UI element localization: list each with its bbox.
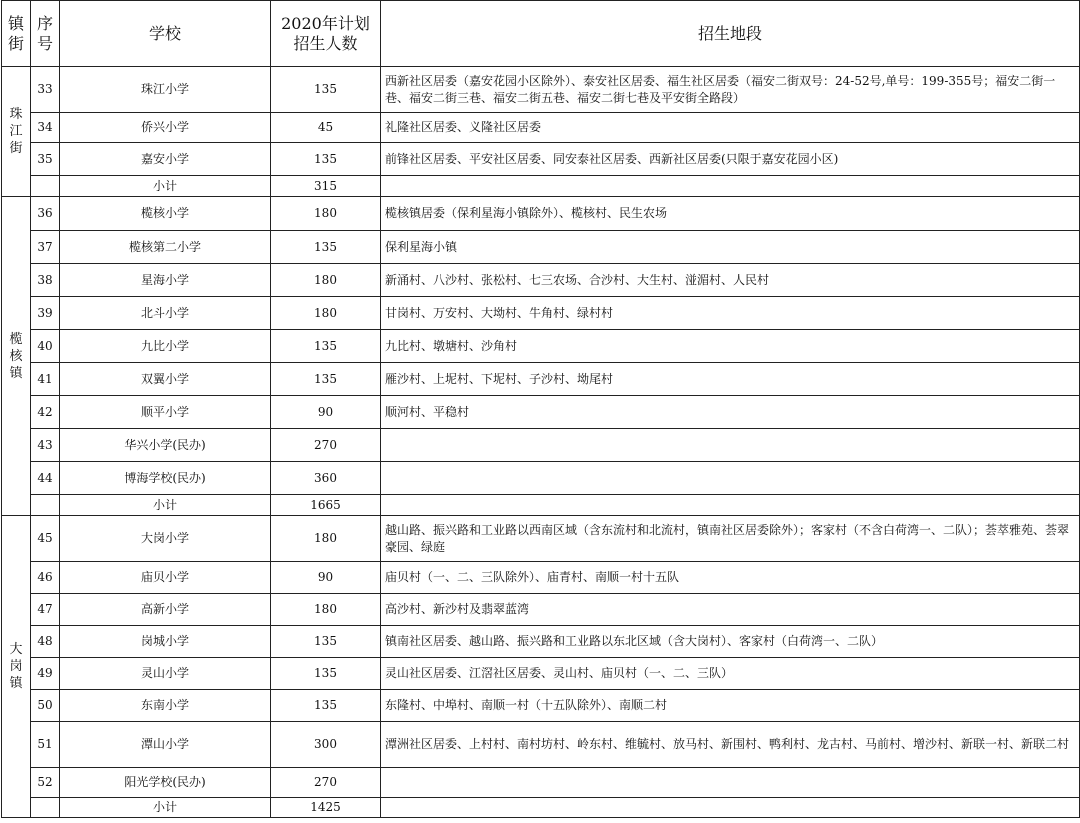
- enrollment-area: 灵山社区居委、江滘社区居委、灵山村、庙贝村（一、二、三队）: [381, 658, 1080, 690]
- plan-count: 90: [271, 396, 381, 429]
- enrollment-area: 礼隆社区居委、义隆社区居委: [381, 113, 1080, 143]
- row-number: 33: [31, 67, 60, 113]
- subtotal-area-blank: [381, 176, 1080, 197]
- enrollment-area: 九比村、墩塘村、沙角村: [381, 330, 1080, 363]
- enrollment-area: 顺河村、平稳村: [381, 396, 1080, 429]
- plan-count: 270: [271, 429, 381, 462]
- row-number: 45: [31, 516, 60, 562]
- plan-count: 135: [271, 67, 381, 113]
- subtotal-value: 315: [271, 176, 381, 197]
- subtotal-row: [2, 495, 1080, 516]
- row-number: 48: [31, 626, 60, 658]
- table-row: [2, 297, 1080, 330]
- row-number: 34: [31, 113, 60, 143]
- subtotal-value: 1425: [271, 798, 381, 818]
- school-name: 九比小学: [60, 330, 271, 363]
- subtotal-row: [2, 176, 1080, 197]
- table-row: [2, 594, 1080, 626]
- plan-count: 300: [271, 722, 381, 768]
- enrollment-area: 越山路、振兴路和工业路以西南区域（含东流村和北流村，镇南社区居委除外）；客家村（不含白荷湾一、二队）；荟萃雅苑、荟翠豪园、绿庭: [381, 516, 1080, 562]
- school-name: 榄核第二小学: [60, 231, 271, 264]
- subtotal-row: [2, 798, 1080, 818]
- town-cell: 大 岗 镇: [2, 516, 31, 818]
- subtotal-blank: [31, 495, 60, 516]
- plan-count: 270: [271, 768, 381, 798]
- enrollment-area: 前锋社区居委、平安社区居委、同安泰社区居委、西新社区居委(只限于嘉安花园小区): [381, 143, 1080, 176]
- row-number: 41: [31, 363, 60, 396]
- plan-count: 180: [271, 197, 381, 231]
- town-cell: 珠 江 街: [2, 67, 31, 197]
- school-name: 榄核小学: [60, 197, 271, 231]
- table-row: [2, 768, 1080, 798]
- row-number: 51: [31, 722, 60, 768]
- school-name: 侨兴小学: [60, 113, 271, 143]
- school-name: 岗城小学: [60, 626, 271, 658]
- row-number: 46: [31, 562, 60, 594]
- table-row: [2, 429, 1080, 462]
- table-row: [2, 231, 1080, 264]
- row-number: 36: [31, 197, 60, 231]
- plan-count: 180: [271, 594, 381, 626]
- row-number: 43: [31, 429, 60, 462]
- plan-count: 45: [271, 113, 381, 143]
- row-number: 39: [31, 297, 60, 330]
- enrollment-area-header: 招生地段: [381, 1, 1080, 67]
- school-header: 学校: [60, 1, 271, 67]
- school-name: 阳光学校(民办): [60, 768, 271, 798]
- enrollment-area: 榄核镇居委（保利星海小镇除外）、榄核村、民生农场: [381, 197, 1080, 231]
- table-row: [2, 264, 1080, 297]
- enrollment-area: [381, 768, 1080, 798]
- school-name: 博海学校(民办): [60, 462, 271, 495]
- school-name: 高新小学: [60, 594, 271, 626]
- table-row: [2, 197, 1080, 231]
- header-row: [2, 1, 1080, 67]
- plan-count: 135: [271, 626, 381, 658]
- subtotal-label: 小计: [60, 176, 271, 197]
- subtotal-value: 1665: [271, 495, 381, 516]
- table-row: [2, 330, 1080, 363]
- enrollment-area: 庙贝村（一、二、三队除外）、庙青村、南顺一村十五队: [381, 562, 1080, 594]
- school-name: 大岗小学: [60, 516, 271, 562]
- enrollment-area: 西新社区居委（嘉安花园小区除外）、泰安社区居委、福生社区居委（福安二街双号：24-52号,单号：199-355号；福安二街一巷、福安二街三巷、福安二街五巷、福安二街七巷及平安街全路段）: [381, 67, 1080, 113]
- table-row: [2, 143, 1080, 176]
- enrollment-area: 高沙村、新沙村及翡翠蓝湾: [381, 594, 1080, 626]
- enrollment-area: [381, 462, 1080, 495]
- table-row: [2, 462, 1080, 495]
- school-name: 嘉安小学: [60, 143, 271, 176]
- row-number: 49: [31, 658, 60, 690]
- row-number: 37: [31, 231, 60, 264]
- school-name: 华兴小学(民办): [60, 429, 271, 462]
- row-number: 50: [31, 690, 60, 722]
- enrollment-area: 东隆村、中埠村、南顺一村（十五队除外）、南顺二村: [381, 690, 1080, 722]
- plan-count: 135: [271, 330, 381, 363]
- row-number: 40: [31, 330, 60, 363]
- enrollment-table: [1, 0, 1080, 818]
- school-name: 北斗小学: [60, 297, 271, 330]
- table-row: [2, 626, 1080, 658]
- number-header: 序 号: [31, 1, 60, 67]
- plan-count: 135: [271, 658, 381, 690]
- plan-count-header: 2020年计划 招生人数: [271, 1, 381, 67]
- school-name: 顺平小学: [60, 396, 271, 429]
- school-name: 潭山小学: [60, 722, 271, 768]
- town-header: 镇 街: [2, 1, 31, 67]
- row-number: 38: [31, 264, 60, 297]
- school-name: 东南小学: [60, 690, 271, 722]
- table-row: [2, 722, 1080, 768]
- plan-count: 90: [271, 562, 381, 594]
- subtotal-area-blank: [381, 798, 1080, 818]
- subtotal-label: 小计: [60, 495, 271, 516]
- subtotal-blank: [31, 176, 60, 197]
- table-row: [2, 658, 1080, 690]
- school-name: 灵山小学: [60, 658, 271, 690]
- plan-count: 180: [271, 264, 381, 297]
- town-cell: 榄 核 镇: [2, 197, 31, 516]
- school-name: 双翼小学: [60, 363, 271, 396]
- plan-count: 135: [271, 690, 381, 722]
- plan-count: 135: [271, 231, 381, 264]
- enrollment-area: 雁沙村、上坭村、下坭村、子沙村、坳尾村: [381, 363, 1080, 396]
- row-number: 44: [31, 462, 60, 495]
- plan-count: 180: [271, 297, 381, 330]
- enrollment-area: 保利星海小镇: [381, 231, 1080, 264]
- row-number: 47: [31, 594, 60, 626]
- table-row: [2, 67, 1080, 113]
- subtotal-area-blank: [381, 495, 1080, 516]
- subtotal-label: 小计: [60, 798, 271, 818]
- table-row: [2, 396, 1080, 429]
- enrollment-area: [381, 429, 1080, 462]
- enrollment-area: 潭洲社区居委、上村村、南村坊村、岭东村、维毓村、放马村、新围村、鸭利村、龙古村、马前村、增沙村、新联一村、新联二村: [381, 722, 1080, 768]
- table-row: [2, 690, 1080, 722]
- row-number: 52: [31, 768, 60, 798]
- enrollment-area: 甘岗村、万安村、大坳村、牛角村、绿村村: [381, 297, 1080, 330]
- school-name: 珠江小学: [60, 67, 271, 113]
- plan-count: 135: [271, 143, 381, 176]
- enrollment-area: 新涌村、八沙村、张松村、七三农场、合沙村、大生村、湴湄村、人民村: [381, 264, 1080, 297]
- subtotal-blank: [31, 798, 60, 818]
- school-name: 庙贝小学: [60, 562, 271, 594]
- plan-count: 180: [271, 516, 381, 562]
- table-row: [2, 516, 1080, 562]
- plan-count: 360: [271, 462, 381, 495]
- plan-count: 135: [271, 363, 381, 396]
- enrollment-area: 镇南社区居委、越山路、振兴路和工业路以东北区域（含大岗村）、客家村（白荷湾一、二队）: [381, 626, 1080, 658]
- row-number: 35: [31, 143, 60, 176]
- table-row: [2, 562, 1080, 594]
- table-row: [2, 113, 1080, 143]
- school-name: 星海小学: [60, 264, 271, 297]
- row-number: 42: [31, 396, 60, 429]
- table-row: [2, 363, 1080, 396]
